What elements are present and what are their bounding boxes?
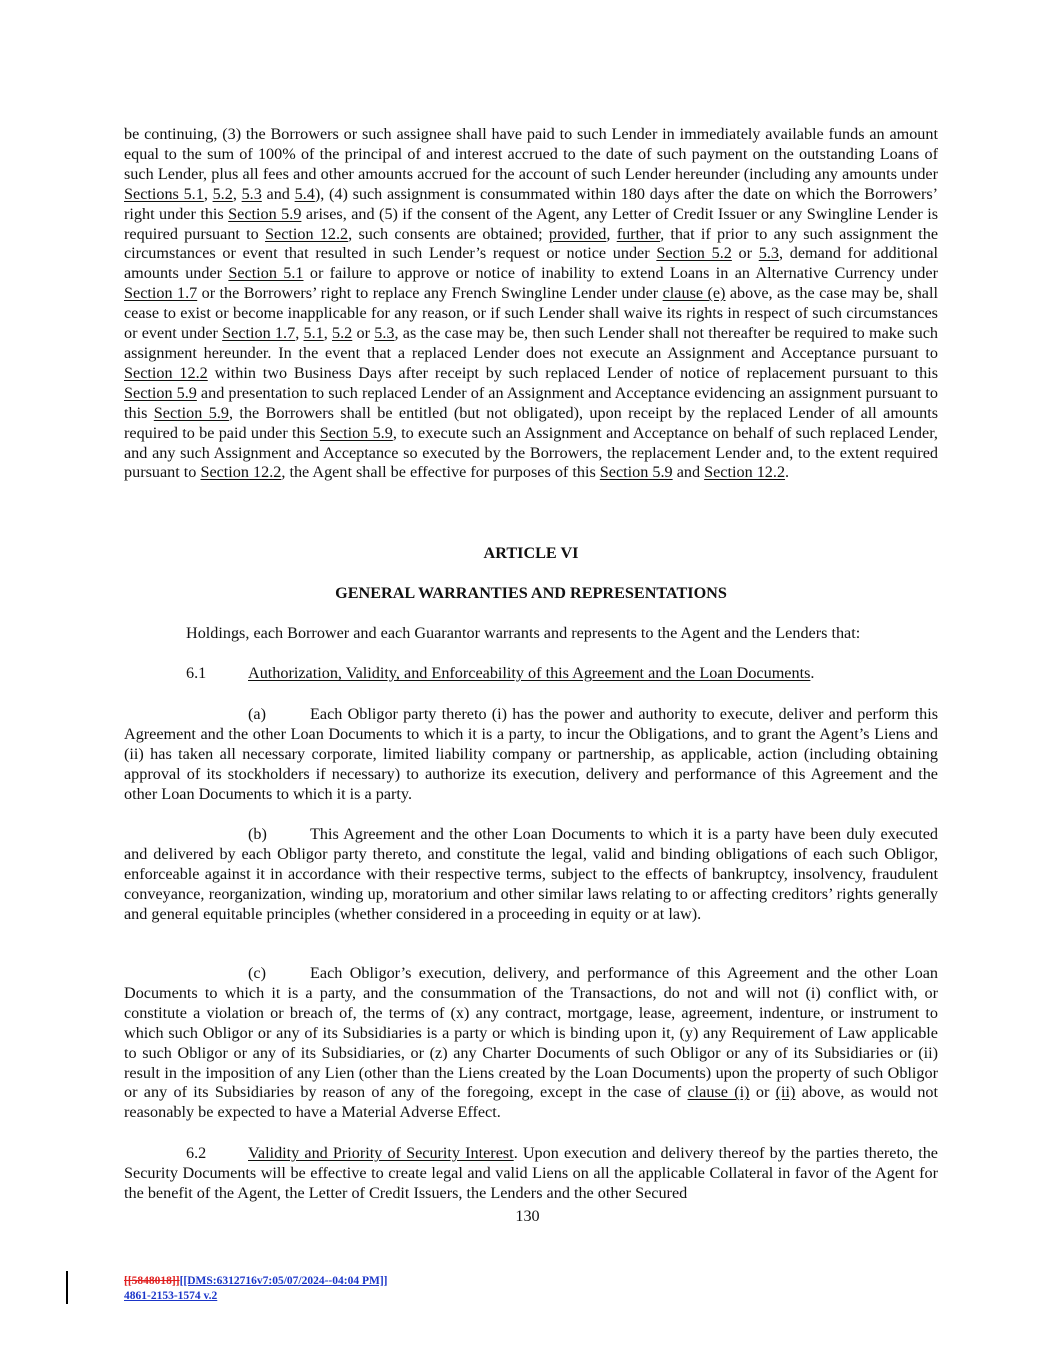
- clause-label: (b): [248, 825, 267, 843]
- section-6-2: 6.2 Validity and Priority of Security Interest. Upon execution and delivery thereof by the parties thereto, the Security Documents will be effective to create legal and valid Liens on all the applicable Collateral in favor of the Agent for the benefit of the Agent, the Letter of Credit Issuers, the Lenders and the other Secured: [124, 1144, 938, 1202]
- doc-id: 4861-2153-1574 v.2: [124, 1290, 218, 1302]
- cross-reference[interactable]: Sections 5.1: [124, 184, 204, 203]
- cross-reference[interactable]: 5.3: [374, 324, 395, 343]
- section-6-1-heading: 6.1 Authorization, Validity, and Enforceability of this Agreement and the Loan Documents.: [186, 664, 815, 682]
- cross-reference[interactable]: 5.3: [241, 184, 262, 203]
- cross-reference[interactable]: (ii): [775, 1083, 796, 1102]
- cross-reference[interactable]: Section 12.2: [265, 224, 349, 243]
- cross-reference[interactable]: Section 5.9: [228, 204, 302, 223]
- continuation-paragraph: be continuing, (3) the Borrowers or such assignee shall have paid to such Lender in immediately available funds an amount equal to the sum of 100% of the principal of and interest accrued to the date of such payment on the outstanding Loans of such Lender, plus all fees and other amounts accrued for the account of such Lender hereunder (including any amounts under Sections 5.1, 5.2, 5.3 and 5.4), (4) such assignment is consummated within 180 days after the date on which the Borrowers’ right under this Section 5.9 arises, and (5) if the consent of the Agent, any Letter of Credit Issuer or any Swingline Lender is required pursuant to Section 12.2, such consents are obtained; provided, further, that if prior to any such assignment the circumstances or event that resulted in such Lender’s request or notice under Section 5.2 or 5.3, demand for additional amounts under Section 5.1 or failure to approve or notice of inability to extend Loans in an Alternative Currency under Section 1.7 or the Borrowers’ right to replace any French Swingline Lender under clause (e) above, as the case may be, shall cease to exist or become inapplicable for any reason, or if such Lender shall waive its rights in respect of such circumstances or event under Section 1.7, 5.1, 5.2 or 5.3, as the case may be, then such Lender shall not thereafter be required to make such assignment hereunder. In the event that a replaced Lender does not execute an Assignment and Acceptance pursuant to Section 12.2 within two Business Days after receipt by such replaced Lender of notice of replacement pursuant to this Section 5.9 and presentation to such replaced Lender of an Assignment and Acceptance evidencing an assignment pursuant to this Section 5.9, the Borrowers shall be entitled (but not obligated), upon receipt by the replaced Lender of all amounts required to be paid under this Section 5.9, to execute such an Assignment and Acceptance on behalf of such replaced Lender, and any such Assignment and Acceptance so executed by the Borrowers, the replacement Lender and, to the extent required pursuant to Section 12.2, the Agent shall be effective for purposes of this Section 5.9 and Section 12.2.: [124, 125, 939, 482]
- inserted-doc-ref: [[DMS:6312716v7:05/07/2024--04:04 PM]]: [179, 1275, 388, 1287]
- cross-reference[interactable]: Section 1.7: [124, 284, 198, 303]
- cross-reference[interactable]: 5.3: [758, 244, 779, 263]
- cross-reference[interactable]: 5.1: [303, 324, 324, 343]
- section-number: 6.2: [186, 1144, 207, 1162]
- cross-reference[interactable]: Section 5.9: [153, 403, 229, 422]
- footer-doc-id: [124, 1289, 217, 1303]
- cross-reference[interactable]: Section 5.9: [599, 463, 673, 482]
- section-number: 6.1: [186, 664, 207, 682]
- cross-reference[interactable]: 5.2: [332, 324, 353, 343]
- cross-reference[interactable]: Section 1.7: [222, 324, 296, 343]
- clause-b: (b) This Agreement and the other Loan Documents to which it is a party have been duly executed and delivered by each Obligor party thereto, and constitute the legal, valid and binding obligations of each such Obligor, enforceable against it in accordance with their respective terms, subject to the effects of bankruptcy, insolvency, fraudulent conveyance, reorganization, winding up, moratorium and other similar laws relating to or affecting creditors’ rights generally and general equitable principles (whether considered in a proceeding in equity or at law).: [124, 825, 938, 923]
- deleted-doc-ref: [[5848018]]: [124, 1275, 180, 1287]
- clause-a: (a) Each Obligor party thereto (i) has the power and authority to execute, deliver and perform this Agreement and the other Loan Documents to which it is a party, to incur the Obligations, and to grant the Agent’s Liens and (ii) has taken all necessary corporate, limited liability company or partnership, as applicable, action (including obtaining approval of its stockholders if necessary) to authorize its execution, delivery and performance of this Agreement and the other Loan Documents to which it is a party.: [124, 705, 938, 803]
- article-title: GENERAL WARRANTIES AND REPRESENTATIONS: [335, 584, 727, 602]
- clause-label: (a): [248, 705, 266, 723]
- clause-label: (c): [248, 964, 266, 982]
- cross-reference[interactable]: clause (i): [687, 1083, 750, 1102]
- cross-reference[interactable]: 5.2: [212, 184, 233, 203]
- cross-reference[interactable]: clause (e): [662, 284, 726, 303]
- cross-reference[interactable]: Section 5.9: [319, 423, 393, 442]
- footer-dms-line: [124, 1274, 388, 1288]
- clause-c: (c) Each Obligor’s execution, delivery, and performance of this Agreement and the other Loan Documents to which it is a party, and the consummation of the Transactions, do not and will not (i) conflict with, or constitute a violation or breach of, the terms of (x) any contract, mortgage, lease, agreement, indenture, or instrument to which such Obligor or any of its Subsidiaries is a party or which is binding upon it, (y) any Requirement of Law applicable to such Obligor or any of its Subsidiaries, or (z) any Charter Documents of such Obligor or any of its Subsidiaries or (ii) result in the imposition of any Lien (other than the Liens created by the Loan Documents) upon the property of such Obligor or any of its Subsidiaries by reason of any of the foregoing, except in the case of clause (i) or (ii) above, as would not reasonably be expected to have a Material Adverse Effect.: [124, 964, 939, 1122]
- page-number: 130: [515, 1207, 540, 1225]
- proviso-term: further: [616, 224, 661, 243]
- proviso-term: provided: [548, 224, 607, 243]
- change-bar: [66, 1271, 68, 1304]
- section-title: Validity and Priority of Security Interest: [248, 1144, 514, 1162]
- cross-reference[interactable]: Section 5.1: [228, 264, 304, 283]
- cross-reference[interactable]: Section 12.2: [200, 463, 282, 482]
- cross-reference[interactable]: Section 5.2: [656, 244, 732, 263]
- cross-reference[interactable]: Section 12.2: [704, 463, 786, 482]
- cross-reference[interactable]: Section 5.9: [124, 383, 197, 402]
- section-title: Authorization, Validity, and Enforceability of this Agreement and the Loan Documents: [248, 664, 811, 682]
- article-number: ARTICLE VI: [483, 544, 579, 562]
- cross-reference[interactable]: Section 12.2: [124, 363, 208, 382]
- article-intro: Holdings, each Borrower and each Guarantor warrants and represents to the Agent and the Lenders that:: [186, 624, 861, 642]
- cross-reference[interactable]: 5.4: [294, 184, 315, 203]
